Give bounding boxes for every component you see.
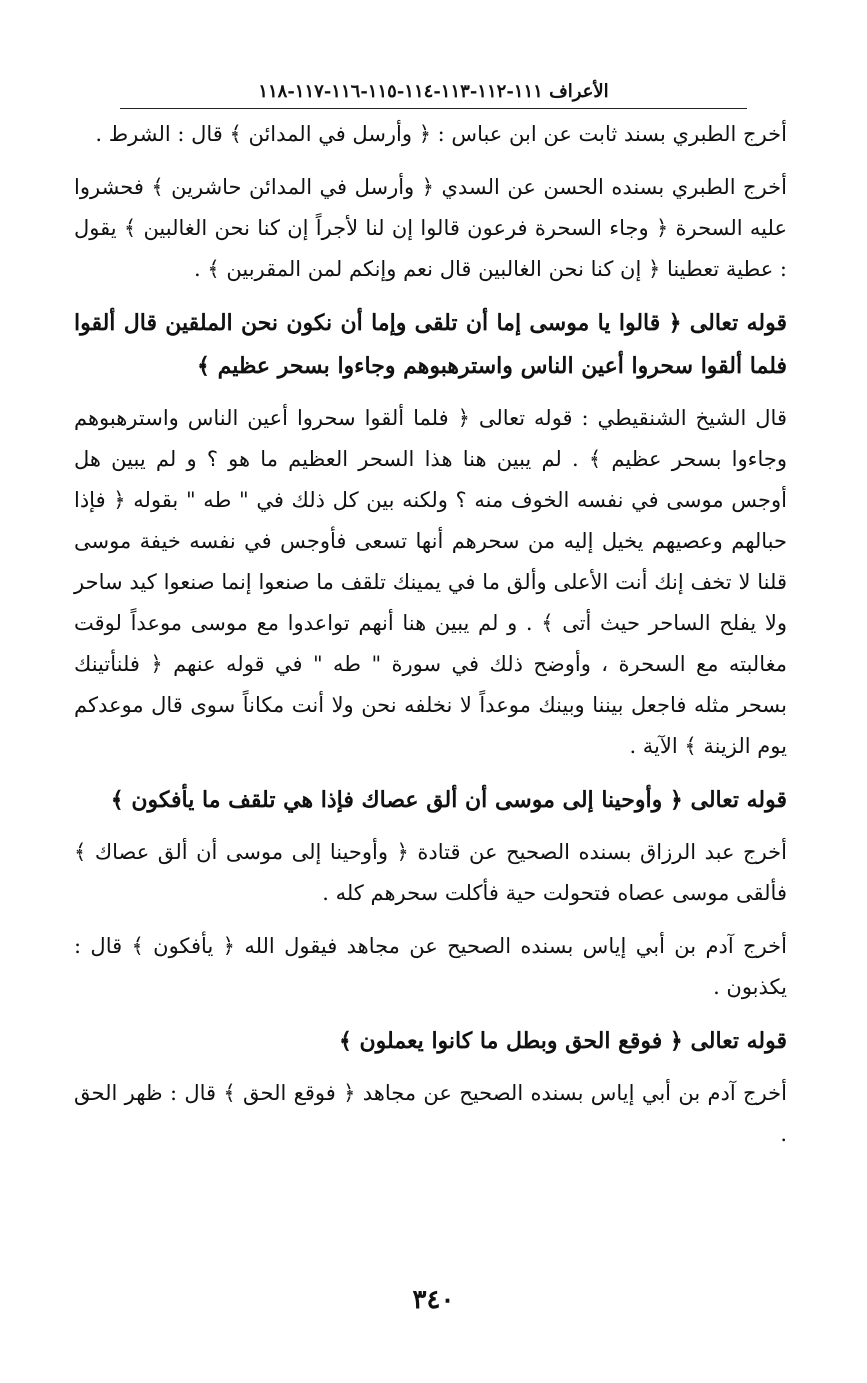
page-body — [74, 114, 787, 1167]
paragraph-4: أخرج عبد الرزاق بسنده الصحيح عن قتادة ﴿ وأوحينا إلى موسى أن ألق عصاك ﴾ فألقى موسى عصاه فتحولت حية فأكلت سحرهم كله . — [74, 840, 787, 905]
verse-heading-3: قوله تعالى ﴿ فوقع الحق وبطل ما كانوا يعملون ﴾ — [338, 1028, 787, 1054]
verse-heading-2: قوله تعالى ﴿ وأوحينا إلى موسى أن ألق عصاك فإذا هي تلقف ما يأفكون ﴾ — [110, 787, 787, 813]
paragraph-6: أخرج آدم بن أبي إياس بسنده الصحيح عن مجاهد ﴿ فوقع الحق ﴾ قال : ظهر الحق . — [74, 1081, 787, 1146]
paragraph-1: أخرج الطبري بسند ثابت عن ابن عباس : ﴿ وأرسل في المدائن ﴾ قال : الشرط . — [95, 122, 787, 146]
paragraph-3: قال الشيخ الشنقيطي : قوله تعالى ﴿ فلما ألقوا سحروا أعين الناس واسترهبوهم وجاءوا بسحر عظيم ﴾ . لم يبين هنا هذا السحر العظيم ما هو ؟ و لم يبين هل أوجس موسى في نفسه الخوف منه ؟ ولكنه بين كل ذلك في " طه " بقوله ﴿ فإذا حبالهم وعصيهم يخيل إليه من سحرهم أنها تسعى فأوجس في نفسه خيفة موسى قلنا لا تخف إنك أنت الأعلى وألق ما في يمينك تلقف ما صنعوا إنما صنعوا كيد ساحر ولا يفلح الساحر حيث أتى ﴾ . و لم يبين هنا أنهم تواعدوا مع موسى موعداً لوقت مغالبته مع السحرة ، وأوضح ذلك في سورة " طه " في قوله عنهم ﴿ فلنأتينك بسحر مثله فاجعل بيننا وبينك موعداً لا نخلفه نحن ولا أنت مكاناً سوى قال موعدكم يوم الزينة ﴾ الآية . — [74, 406, 787, 758]
paragraph-2: أخرج الطبري بسنده الحسن عن السدي ﴿ وأرسل في المدائن حاشرين ﴾ فحشروا عليه السحرة ﴿ وجاء السحرة فرعون قالوا إن لنا لأجراً إن كنا نحن الغالبين ﴾ يقول : عطية تعطينا ﴿ إن كنا نحن الغالبين قال نعم وإنكم لمن المقربين ﴾ . — [74, 175, 787, 281]
page-number: ٣٤٠ — [412, 1285, 455, 1315]
verse-heading-1: قوله تعالى ﴿ قالوا يا موسى إما أن تلقى وإما أن نكون نحن الملقين قال ألقوا فلما ألقوا سحروا أعين الناس واسترهبوهم وجاءوا بسحر عظيم ﴾ — [74, 310, 787, 379]
paragraph-5: أخرج آدم بن أبي إياس بسنده الصحيح عن مجاهد فيقول الله ﴿ يأفكون ﴾ قال : يكذبون . — [74, 934, 787, 999]
running-header: الأعراف ١١١-١١٢-١١٣-١١٤-١١٥-١١٦-١١٧-١١٨ — [120, 80, 747, 109]
